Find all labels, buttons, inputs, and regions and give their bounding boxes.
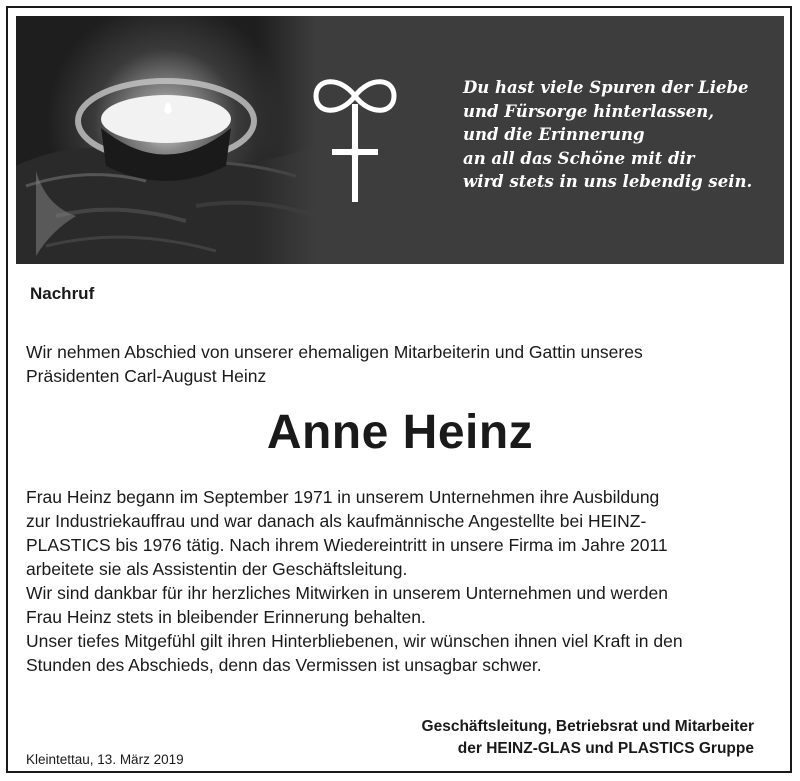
header-banner bbox=[16, 16, 784, 264]
intro-line: Präsidenten Carl-August Heinz bbox=[26, 366, 267, 386]
quote-line: und Fürsorge hinterlassen, bbox=[463, 101, 715, 121]
body-line: PLASTICS bis 1976 tätig. Nach ihrem Wiedereintritt in unsere Firma im Jahre 2011 bbox=[26, 535, 668, 555]
body-line: Wir sind dankbar für ihr herzliches Mitwirken in unserem Unternehmen und werden bbox=[26, 583, 668, 603]
signature-block bbox=[422, 716, 754, 760]
candle-photo bbox=[16, 16, 316, 264]
intro-line: Wir nehmen Abschied von unserer ehemaligen Mitarbeiterin und Gattin unseres bbox=[26, 342, 643, 362]
quote-line: und die Erinnerung bbox=[463, 125, 645, 144]
body-line: Frau Heinz begann im September 1971 in unserem Unternehmen ihre Ausbildung bbox=[26, 487, 660, 507]
quote-line: wird stets in uns lebendig sein. bbox=[463, 172, 753, 191]
intro-text bbox=[26, 340, 766, 388]
body-line: Stunden des Abschieds, denn das Vermissen ist unsagbar schwer. bbox=[26, 655, 542, 675]
quote-line: Du hast viele Spuren der Liebe bbox=[463, 78, 749, 97]
signature-line: Geschäftsleitung, Betriebsrat und Mitarbeiter bbox=[421, 718, 754, 735]
body-line: arbeitete sie als Assistentin der Geschäftsleitung. bbox=[26, 559, 408, 579]
signature-line: der HEINZ-GLAS und PLASTICS Gruppe bbox=[457, 740, 754, 757]
body-line: Frau Heinz stets in bleibender Erinnerung behalten. bbox=[26, 607, 426, 627]
deceased-name: Anne Heinz bbox=[266, 406, 534, 459]
body-line: zur Industriekauffrau und war danach als kaufmännische Angestellte bei HEINZ- bbox=[26, 511, 647, 531]
memorial-quote bbox=[463, 76, 773, 194]
infinity-cross-icon bbox=[310, 70, 400, 210]
place-date: Kleintettau, 13. März 2019 bbox=[26, 752, 184, 767]
body-text bbox=[26, 485, 786, 677]
notice-label: Nachruf bbox=[30, 284, 95, 303]
quote-line: an all das Schöne mit dir bbox=[463, 148, 695, 168]
body-line: Unser tiefes Mitgefühl gilt ihren Hinterbliebenen, wir wünschen ihnen viel Kraft in den bbox=[26, 631, 683, 651]
